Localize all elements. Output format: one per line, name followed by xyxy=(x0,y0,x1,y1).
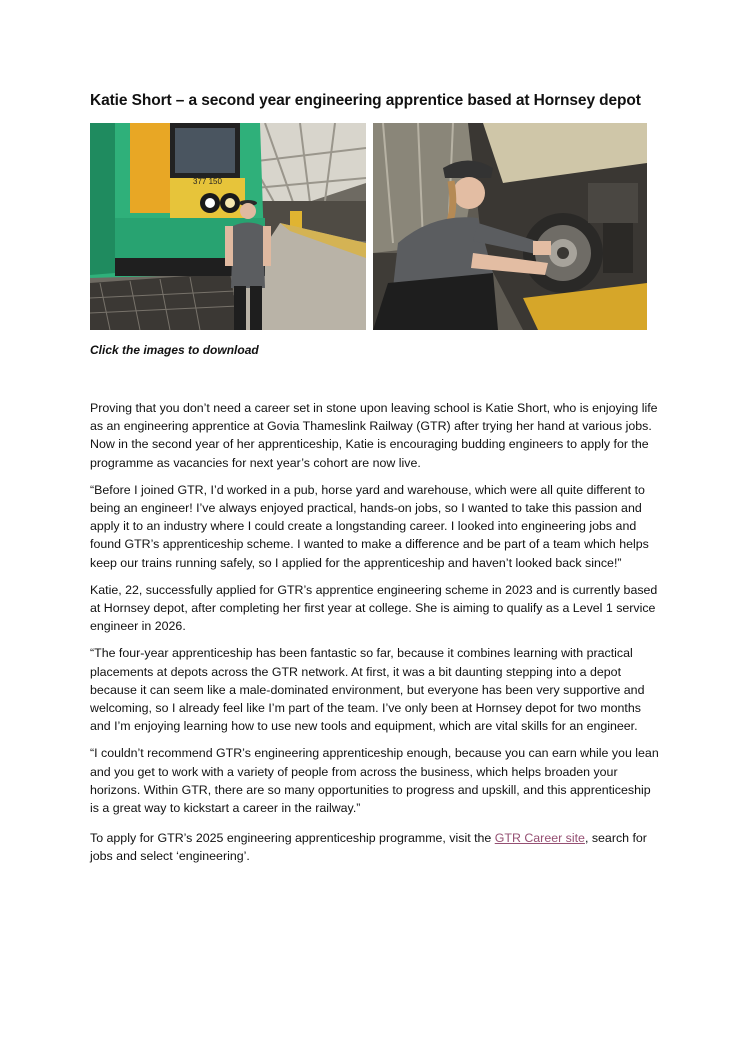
page-title: Katie Short – a second year engineering apprentice based at Hornsey depot xyxy=(90,92,641,109)
photo-katie-standing-image xyxy=(90,123,366,330)
paragraph-closing xyxy=(90,829,660,865)
paragraph-intro: Proving that you don’t need a career set in stone upon leaving school is Katie Short, who is enjoying life as an engineering apprentice at Govia Thameslink Railway (GTR) after trying her hand at various jobs. Now in the second year of her apprenticeship, Katie is encouraging budding engineers to apply for the programme as vacancies for next year’s cohort are now live. xyxy=(90,401,658,470)
photo-katie-working[interactable] xyxy=(373,123,647,330)
article-body xyxy=(90,399,660,875)
paragraph-background: Katie, 22, successfully applied for GTR’s apprentice engineering scheme in 2023 and is currently based at Hornsey depot, after completing her first year at college. She is aiming to qualify as a Level 1 service engineer in 2026. xyxy=(90,582,658,634)
closing-text-before: To apply for GTR’s 2025 engineering apprenticeship programme, visit the xyxy=(90,831,495,846)
photo-katie-standing[interactable] xyxy=(90,123,366,330)
image-caption: Click the images to download xyxy=(90,343,259,357)
photo-katie-working-image xyxy=(373,123,647,330)
paragraph-quote-2: “The four-year apprenticeship has been fantastic so far, because it combines learning with practical placements at depots across the GTR network. At first, it was a bit daunting stepping into a depot because it can seem like a male-dominated environment, but everyone has been very supportive and welcoming, so I already feel like I’m part of the team. I’ve only been at Hornsey depot for two months and I’m enjoying learning how to use new tools and equipment, which are vital skills for an engineer. xyxy=(90,646,645,734)
paragraph-quote-1: “Before I joined GTR, I’d worked in a pub, horse yard and warehouse, which were all quite different to being an engineer! I’ve always enjoyed practical, hands-on jobs, so I wanted to take this passion and apply it to an industry where I could create a longstanding career. I looked into engineering jobs and found GTR’s apprenticeship scheme. I wanted to make a difference and be part of a team which helps keep our trains running safely, so I applied for the apprenticeship and haven’t looked back since!” xyxy=(90,482,649,570)
gtr-career-site-link[interactable]: GTR Career site xyxy=(494,831,585,846)
paragraph-quote-3: “I couldn’t recommend GTR’s engineering apprenticeship enough, because you can earn while you lean and you get to work with a variety of people from across the business, which helps broaden your horizons. Within GTR, there are so many opportunities to progress and upskill, and this apprenticeship is a great way to kickstart a career in the railway.” xyxy=(90,746,659,816)
closing-text-after: , search for jobs and select ‘engineering’. xyxy=(90,831,647,864)
train-number: 377 150 xyxy=(193,177,222,186)
